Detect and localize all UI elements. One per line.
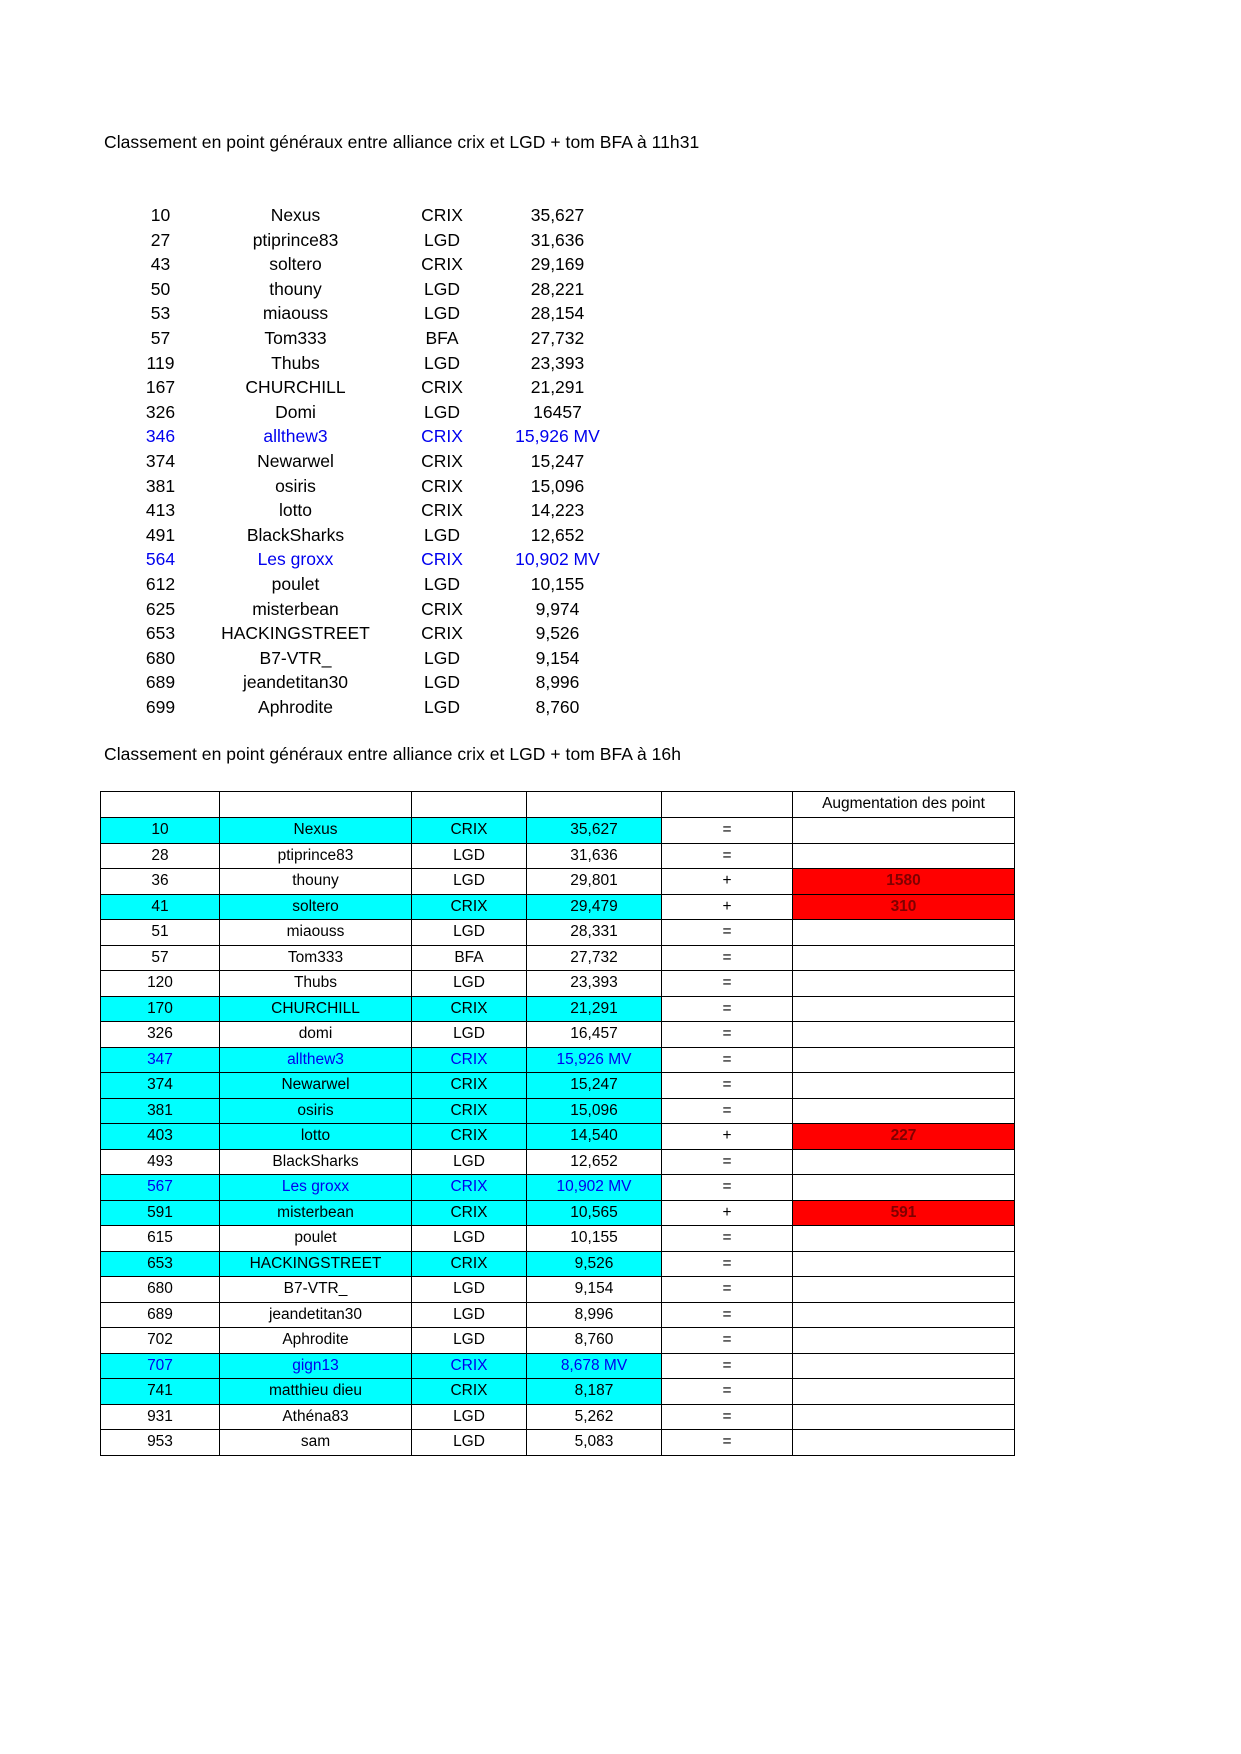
points-cell: 15,247 xyxy=(527,1073,662,1099)
points-cell: 10,155 xyxy=(527,1226,662,1252)
rank-cell: 27 xyxy=(150,229,171,250)
alliance-cell: LGD xyxy=(424,647,460,668)
player-name-cell: allthew3 xyxy=(263,426,328,447)
alliance-cell: LGD xyxy=(412,920,527,946)
points-cell: 9,526 xyxy=(535,623,580,644)
change-sign-cell: = xyxy=(662,1404,793,1430)
rank-cell: 326 xyxy=(101,1022,220,1048)
player-name-cell: ptiprince83 xyxy=(220,843,412,869)
rank-cell: 28 xyxy=(101,843,220,869)
augmentation-cell xyxy=(793,996,1015,1022)
points-cell: 21,291 xyxy=(527,996,662,1022)
alliance-cell: CRIX xyxy=(412,818,527,844)
rank-cell: 41 xyxy=(101,894,220,920)
player-name-cell: miaouss xyxy=(262,303,329,324)
change-sign-cell: = xyxy=(662,920,793,946)
player-name-cell: osiris xyxy=(220,1098,412,1124)
points-cell: 15,926 MV xyxy=(515,426,600,447)
alliance-cell: CRIX xyxy=(421,500,463,521)
augmentation-cell: 227 xyxy=(793,1124,1015,1150)
points-cell: 15,926 MV xyxy=(527,1047,662,1073)
alliance-cell: LGD xyxy=(424,401,460,422)
augmentation-cell xyxy=(793,1022,1015,1048)
table-row xyxy=(101,1226,1015,1252)
augmentation-cell xyxy=(793,945,1015,971)
points-cell: 14,540 xyxy=(527,1124,662,1150)
player-name-cell: Nexus xyxy=(220,818,412,844)
augmentation-cell xyxy=(793,1149,1015,1175)
table-row xyxy=(118,301,619,326)
table-row xyxy=(101,1200,1015,1226)
points-cell: 8,678 MV xyxy=(527,1353,662,1379)
alliance-cell: BFA xyxy=(412,945,527,971)
alliance-cell: LGD xyxy=(412,1328,527,1354)
table-row xyxy=(101,971,1015,997)
rank-cell: 413 xyxy=(145,500,176,521)
alliance-cell: LGD xyxy=(412,1302,527,1328)
table-row xyxy=(101,1328,1015,1354)
alliance-cell: LGD xyxy=(412,1277,527,1303)
player-name-cell: Tom333 xyxy=(264,327,327,348)
table-row xyxy=(101,1353,1015,1379)
augmentation-cell xyxy=(793,818,1015,844)
augmentation-cell xyxy=(793,1251,1015,1277)
alliance-cell: CRIX xyxy=(412,996,527,1022)
alliance-cell: CRIX xyxy=(412,1073,527,1099)
points-cell: 15,247 xyxy=(530,450,585,471)
points-cell: 27,732 xyxy=(530,327,585,348)
table-row xyxy=(101,1175,1015,1201)
rank-cell: 612 xyxy=(145,573,176,594)
rank-cell: 51 xyxy=(101,920,220,946)
header-rank xyxy=(101,792,220,818)
rank-cell: 119 xyxy=(146,352,175,373)
player-name-cell: lotto xyxy=(220,1124,412,1150)
rank-cell: 10 xyxy=(150,205,171,225)
change-sign-cell: = xyxy=(662,1098,793,1124)
augmentation-cell xyxy=(793,1353,1015,1379)
player-name-cell: gign13 xyxy=(220,1353,412,1379)
points-cell: 29,169 xyxy=(530,254,585,275)
change-sign-cell: = xyxy=(662,818,793,844)
alliance-cell: CRIX xyxy=(421,623,463,644)
rank-cell: 170 xyxy=(101,996,220,1022)
rank-cell: 741 xyxy=(101,1379,220,1405)
alliance-cell: CRIX xyxy=(421,377,463,398)
player-name-cell: lotto xyxy=(278,500,313,521)
table-row xyxy=(118,474,619,499)
points-cell: 9,154 xyxy=(535,647,580,668)
augmentation-cell xyxy=(793,1073,1015,1099)
points-cell: 8,996 xyxy=(527,1302,662,1328)
player-name-cell: Nexus xyxy=(270,205,321,225)
augmentation-cell xyxy=(793,843,1015,869)
header-augmentation: Augmentation des point xyxy=(793,792,1015,818)
player-name-cell: domi xyxy=(220,1022,412,1048)
points-cell: 29,479 xyxy=(527,894,662,920)
points-cell: 8,760 xyxy=(527,1328,662,1354)
table-row xyxy=(118,621,619,646)
alliance-cell: CRIX xyxy=(421,475,463,496)
augmentation-cell xyxy=(793,1430,1015,1456)
points-cell: 31,636 xyxy=(530,229,585,250)
alliance-cell: CRIX xyxy=(412,1200,527,1226)
change-sign-cell: = xyxy=(662,1022,793,1048)
player-name-cell: Aphrodite xyxy=(258,696,333,717)
augmentation-cell xyxy=(793,971,1015,997)
alliance-cell: LGD xyxy=(412,869,527,895)
alliance-cell: LGD xyxy=(424,229,460,250)
table-row xyxy=(101,1047,1015,1073)
alliance-cell: CRIX xyxy=(412,894,527,920)
alliance-cell: CRIX xyxy=(421,205,463,225)
points-cell: 28,221 xyxy=(530,278,585,299)
player-name-cell: Newarwel xyxy=(220,1073,412,1099)
rank-cell: 57 xyxy=(101,945,220,971)
alliance-cell: LGD xyxy=(424,672,460,693)
augmentation-cell xyxy=(793,1098,1015,1124)
alliance-cell: CRIX xyxy=(412,1379,527,1405)
rank-cell: 381 xyxy=(101,1098,220,1124)
player-name-cell: osiris xyxy=(275,475,316,496)
table-row xyxy=(118,547,619,572)
rank-cell: 689 xyxy=(145,672,176,693)
table-row xyxy=(118,572,619,597)
rank-cell: 680 xyxy=(145,647,176,668)
points-cell: 10,902 MV xyxy=(515,549,600,570)
rank-cell: 50 xyxy=(150,278,171,299)
augmentation-cell: 1580 xyxy=(793,869,1015,895)
player-name-cell: misterbean xyxy=(220,1200,412,1226)
augmentation-cell: 591 xyxy=(793,1200,1015,1226)
table-row xyxy=(101,1404,1015,1430)
change-sign-cell: = xyxy=(662,945,793,971)
player-name-cell: B7-VTR_ xyxy=(220,1277,412,1303)
alliance-cell: LGD xyxy=(424,352,460,373)
table-row xyxy=(118,597,619,622)
rank-cell: 689 xyxy=(101,1302,220,1328)
alliance-cell: LGD xyxy=(412,1226,527,1252)
rank-cell: 493 xyxy=(101,1149,220,1175)
player-name-cell: Thubs xyxy=(271,352,320,373)
alliance-cell: LGD xyxy=(412,1430,527,1456)
table-row xyxy=(118,670,619,695)
ranking-table-11h31-body xyxy=(118,203,619,719)
player-name-cell: sam xyxy=(220,1430,412,1456)
table-row xyxy=(118,252,619,277)
rank-cell: 953 xyxy=(101,1430,220,1456)
player-name-cell: ptiprince83 xyxy=(252,229,339,250)
player-name-cell: Les groxx xyxy=(257,549,334,570)
change-sign-cell: = xyxy=(662,1226,793,1252)
player-name-cell: B7-VTR_ xyxy=(259,647,332,668)
rank-cell: 57 xyxy=(150,327,171,348)
change-sign-cell: = xyxy=(662,1047,793,1073)
rank-cell: 491 xyxy=(145,524,176,545)
player-name-cell: Athéna83 xyxy=(220,1404,412,1430)
table-row xyxy=(101,996,1015,1022)
alliance-cell: CRIX xyxy=(421,426,463,447)
table-row xyxy=(101,1022,1015,1048)
points-cell: 5,262 xyxy=(527,1404,662,1430)
player-name-cell: Newarwel xyxy=(257,450,334,471)
change-sign-cell: = xyxy=(662,971,793,997)
rank-cell: 625 xyxy=(145,598,176,619)
alliance-cell: LGD xyxy=(424,524,460,545)
points-cell: 15,096 xyxy=(530,475,585,496)
table-row xyxy=(118,375,619,400)
rank-cell: 120 xyxy=(101,971,220,997)
alliance-cell: LGD xyxy=(424,573,460,594)
points-cell: 10,155 xyxy=(530,573,585,594)
table-row xyxy=(101,1073,1015,1099)
table-row xyxy=(118,228,619,253)
augmentation-cell xyxy=(793,1047,1015,1073)
rank-cell: 374 xyxy=(101,1073,220,1099)
change-sign-cell: = xyxy=(662,843,793,869)
augmentation-cell xyxy=(793,1404,1015,1430)
rank-cell: 699 xyxy=(145,696,176,717)
player-name-cell: Les groxx xyxy=(220,1175,412,1201)
rank-cell: 326 xyxy=(145,401,176,422)
table-header-row xyxy=(101,792,1015,818)
rank-cell: 653 xyxy=(145,623,176,644)
player-name-cell: Thubs xyxy=(220,971,412,997)
points-cell: 10,902 MV xyxy=(527,1175,662,1201)
rank-cell: 43 xyxy=(150,254,171,275)
change-sign-cell: = xyxy=(662,1073,793,1099)
player-name-cell: Tom333 xyxy=(220,945,412,971)
change-sign-cell: = xyxy=(662,1175,793,1201)
table-row xyxy=(118,424,619,449)
alliance-cell: CRIX xyxy=(412,1251,527,1277)
points-cell: 10,565 xyxy=(527,1200,662,1226)
points-cell: 9,526 xyxy=(527,1251,662,1277)
alliance-cell: LGD xyxy=(412,1022,527,1048)
table-row xyxy=(101,1302,1015,1328)
table-row xyxy=(101,1379,1015,1405)
table-row xyxy=(118,695,619,720)
alliance-cell: CRIX xyxy=(421,549,463,570)
points-cell: 28,331 xyxy=(527,920,662,946)
alliance-cell: LGD xyxy=(424,303,460,324)
augmentation-cell xyxy=(793,1226,1015,1252)
player-name-cell: Domi xyxy=(275,401,316,422)
table-row xyxy=(118,326,619,351)
points-cell: 27,732 xyxy=(527,945,662,971)
player-name-cell: thouny xyxy=(269,278,322,299)
player-name-cell: matthieu dieu xyxy=(220,1379,412,1405)
player-name-cell: Aphrodite xyxy=(220,1328,412,1354)
rank-cell: 591 xyxy=(101,1200,220,1226)
player-name-cell: soltero xyxy=(220,894,412,920)
ranking-table-16h xyxy=(100,791,1015,1456)
ranking-table-16h-body xyxy=(101,792,1015,1456)
player-name-cell: poulet xyxy=(271,573,320,594)
points-cell: 15,096 xyxy=(527,1098,662,1124)
alliance-cell: CRIX xyxy=(412,1124,527,1150)
rank-cell: 53 xyxy=(150,303,171,324)
player-name-cell: thouny xyxy=(220,869,412,895)
change-sign-cell: = xyxy=(662,1302,793,1328)
augmentation-cell xyxy=(793,1175,1015,1201)
augmentation-cell xyxy=(793,920,1015,946)
header-alliance xyxy=(412,792,527,818)
points-cell: 35,627 xyxy=(527,818,662,844)
rank-cell: 374 xyxy=(145,450,176,471)
table-row xyxy=(118,203,619,228)
alliance-cell: CRIX xyxy=(421,254,463,275)
points-cell: 23,393 xyxy=(527,971,662,997)
change-sign-cell: + xyxy=(662,869,793,895)
alliance-cell: CRIX xyxy=(412,1353,527,1379)
change-sign-cell: + xyxy=(662,1200,793,1226)
table-row xyxy=(118,646,619,671)
player-name-cell: BlackSharks xyxy=(246,524,345,545)
player-name-cell: miaouss xyxy=(220,920,412,946)
table-row xyxy=(118,449,619,474)
points-cell: 9,974 xyxy=(535,598,580,619)
alliance-cell: CRIX xyxy=(412,1047,527,1073)
augmentation-cell xyxy=(793,1302,1015,1328)
rank-cell: 403 xyxy=(101,1124,220,1150)
alliance-cell: LGD xyxy=(412,843,527,869)
table-row xyxy=(101,894,1015,920)
augmentation-cell xyxy=(793,1379,1015,1405)
points-cell: 16,457 xyxy=(527,1022,662,1048)
rank-cell: 36 xyxy=(101,869,220,895)
rank-cell: 931 xyxy=(101,1404,220,1430)
rank-cell: 567 xyxy=(101,1175,220,1201)
change-sign-cell: = xyxy=(662,1328,793,1354)
table-row xyxy=(118,400,619,425)
table-row xyxy=(101,1251,1015,1277)
player-name-cell: HACKINGSTREET xyxy=(220,1251,412,1277)
player-name-cell: soltero xyxy=(269,254,322,275)
table-row xyxy=(118,523,619,548)
alliance-cell: LGD xyxy=(424,696,460,717)
header-points xyxy=(527,792,662,818)
table-row xyxy=(101,1149,1015,1175)
table-row xyxy=(101,818,1015,844)
player-name-cell: HACKINGSTREET xyxy=(221,623,370,644)
points-cell: 35,627 xyxy=(530,205,585,225)
header-player xyxy=(220,792,412,818)
player-name-cell: jeandetitan30 xyxy=(242,672,349,693)
change-sign-cell: + xyxy=(662,1124,793,1150)
table-row xyxy=(101,1430,1015,1456)
table-row xyxy=(101,1124,1015,1150)
table-row xyxy=(118,277,619,302)
augmentation-cell: 310 xyxy=(793,894,1015,920)
points-cell: 16457 xyxy=(533,401,582,422)
rank-cell: 346 xyxy=(145,426,176,447)
table-row xyxy=(118,498,619,523)
points-cell: 9,154 xyxy=(527,1277,662,1303)
rank-cell: 564 xyxy=(145,549,176,570)
points-cell: 12,652 xyxy=(527,1149,662,1175)
change-sign-cell: = xyxy=(662,1353,793,1379)
points-cell: 28,154 xyxy=(530,303,585,324)
player-name-cell: jeandetitan30 xyxy=(220,1302,412,1328)
alliance-cell: LGD xyxy=(424,278,460,299)
augmentation-cell xyxy=(793,1277,1015,1303)
augmentation-cell xyxy=(793,1328,1015,1354)
alliance-cell: LGD xyxy=(412,971,527,997)
points-cell: 8,996 xyxy=(535,672,580,693)
alliance-cell: CRIX xyxy=(412,1175,527,1201)
change-sign-cell: = xyxy=(662,1149,793,1175)
rank-cell: 615 xyxy=(101,1226,220,1252)
player-name-cell: BlackSharks xyxy=(220,1149,412,1175)
player-name-cell: misterbean xyxy=(252,598,339,619)
table-row xyxy=(101,843,1015,869)
rank-cell: 653 xyxy=(101,1251,220,1277)
rank-cell: 10 xyxy=(101,818,220,844)
table-row xyxy=(118,351,619,376)
player-name-cell: CHURCHILL xyxy=(245,377,346,398)
points-cell: 14,223 xyxy=(530,500,585,521)
table-row xyxy=(101,945,1015,971)
table-row xyxy=(101,1277,1015,1303)
alliance-cell: LGD xyxy=(412,1404,527,1430)
alliance-cell: CRIX xyxy=(412,1098,527,1124)
rank-cell: 381 xyxy=(145,475,176,496)
table-row xyxy=(101,869,1015,895)
player-name-cell: poulet xyxy=(220,1226,412,1252)
rank-cell: 680 xyxy=(101,1277,220,1303)
points-cell: 23,393 xyxy=(530,352,585,373)
points-cell: 31,636 xyxy=(527,843,662,869)
alliance-cell: CRIX xyxy=(421,450,463,471)
points-cell: 29,801 xyxy=(527,869,662,895)
points-cell: 8,187 xyxy=(527,1379,662,1405)
change-sign-cell: = xyxy=(662,1277,793,1303)
second-ranking-title: Classement en point généraux entre alliance crix et LGD + tom BFA à 16h xyxy=(104,744,681,764)
header-sign xyxy=(662,792,793,818)
change-sign-cell: = xyxy=(662,1430,793,1456)
points-cell: 21,291 xyxy=(530,377,585,398)
points-cell: 12,652 xyxy=(530,524,585,545)
alliance-cell: BFA xyxy=(425,327,459,348)
ranking-table-11h31 xyxy=(118,203,619,719)
alliance-cell: LGD xyxy=(412,1149,527,1175)
alliance-cell: CRIX xyxy=(421,598,463,619)
change-sign-cell: = xyxy=(662,1379,793,1405)
player-name-cell: allthew3 xyxy=(220,1047,412,1073)
first-ranking-title: Classement en point généraux entre alliance crix et LGD + tom BFA à 11h31 xyxy=(104,132,700,152)
table-row xyxy=(101,920,1015,946)
change-sign-cell: = xyxy=(662,1251,793,1277)
points-cell: 5,083 xyxy=(527,1430,662,1456)
change-sign-cell: = xyxy=(662,996,793,1022)
points-cell: 8,760 xyxy=(535,696,580,717)
rank-cell: 347 xyxy=(101,1047,220,1073)
table-row xyxy=(101,1098,1015,1124)
rank-cell: 702 xyxy=(101,1328,220,1354)
rank-cell: 707 xyxy=(101,1353,220,1379)
player-name-cell: CHURCHILL xyxy=(220,996,412,1022)
change-sign-cell: + xyxy=(662,894,793,920)
rank-cell: 167 xyxy=(145,377,176,398)
